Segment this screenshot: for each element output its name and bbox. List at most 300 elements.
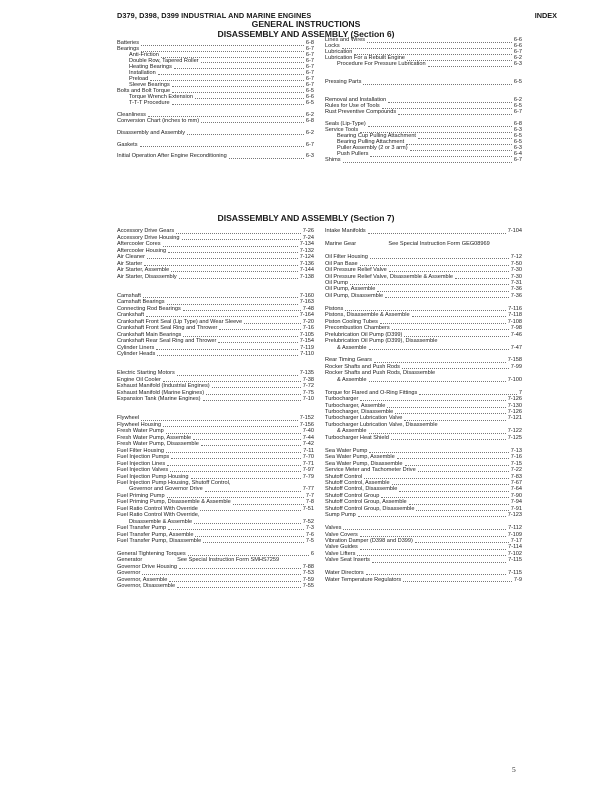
entry-topic: Fuel Priming Pump, Disassemble & Assemble bbox=[117, 499, 231, 506]
dot-leader bbox=[191, 478, 301, 479]
entry-page-number: 6-7 bbox=[305, 141, 314, 148]
entry-topic: Service Meter and Tachometer Drive bbox=[325, 467, 416, 474]
dot-leader bbox=[404, 336, 508, 337]
entry-topic: Crankshaft Front Seal Ring and Thrower bbox=[117, 325, 218, 332]
entry-topic: Aftercooler Housing bbox=[117, 247, 167, 254]
entry-topic: Prelubrication Oil Pump (D399), Disassemble bbox=[325, 338, 438, 345]
entry-page-number: 7-126 bbox=[507, 396, 522, 403]
dot-leader bbox=[193, 439, 301, 440]
dot-leader bbox=[163, 246, 298, 247]
entry-page-number: 7-109 bbox=[507, 531, 522, 538]
entry-topic: Initial Operation After Engine Reconditioning bbox=[117, 153, 227, 160]
dot-leader bbox=[166, 433, 301, 434]
entry-page-number: 7-75 bbox=[302, 389, 314, 396]
entry-topic: Vibration Damper (D398 and D399) bbox=[325, 538, 413, 544]
entry-topic: Shims bbox=[325, 157, 341, 164]
dot-leader bbox=[168, 529, 304, 530]
entry-topic: Sump Pump bbox=[325, 512, 356, 519]
entry-topic: Crankshaft Main Bearings bbox=[117, 331, 182, 338]
entry-topic: Torque Wrench Extension bbox=[129, 93, 193, 100]
entry-page-number: 6-5 bbox=[513, 139, 522, 146]
entry-page-number: 7-64 bbox=[510, 486, 522, 493]
entry-page-number: 7-70 bbox=[302, 454, 314, 461]
entry-reference-note: See Special Instruction Form SMHS7259 bbox=[177, 557, 280, 564]
entry-topic: Air Starter, Disassembly bbox=[117, 273, 177, 280]
entry-page-number: 7-72 bbox=[302, 383, 314, 390]
dot-leader bbox=[360, 536, 506, 537]
entry-page-number: 6-7 bbox=[513, 109, 522, 116]
entry-topic: Preload bbox=[129, 76, 149, 83]
entry-page-number: 6-7 bbox=[513, 157, 522, 164]
entry-page-number: 6-3 bbox=[513, 61, 522, 68]
entry-page-number: 7-42 bbox=[302, 441, 314, 448]
entry-page-number: 7-30 bbox=[510, 267, 522, 274]
entry-topic: Fuel Transfer Pump, Assemble bbox=[117, 531, 194, 538]
entry-page-number: 7-130 bbox=[507, 402, 522, 409]
entry-topic: Connecting Rod Bearings bbox=[117, 305, 181, 312]
entry-topic: Pressing Parts bbox=[325, 79, 362, 86]
entry-page-number: 7-38 bbox=[302, 376, 314, 383]
entry-page-number: 7-135 bbox=[299, 370, 314, 377]
entry-topic: Accessory Drive Housing bbox=[117, 234, 180, 241]
entry-topic: Aftercooler Cores bbox=[117, 241, 161, 248]
entry-topic: Cylinder Liners bbox=[117, 344, 155, 351]
entry-topic: Fresh Water Pump bbox=[117, 428, 164, 435]
dot-leader bbox=[142, 574, 300, 575]
entry-topic: Governor, Disassemble bbox=[117, 583, 176, 590]
dot-leader bbox=[416, 510, 508, 511]
entry-page-number: 7-112 bbox=[508, 525, 522, 532]
entry-page-number: 6 bbox=[310, 550, 314, 557]
dot-leader bbox=[233, 504, 304, 505]
entry-topic: Torque for Flared and O-Ring Fittings bbox=[325, 389, 418, 396]
entry-page-number: 7-9 bbox=[513, 576, 522, 583]
entry-page-number: 6-7 bbox=[305, 64, 314, 71]
dot-leader bbox=[389, 271, 509, 272]
entry-page-number: 6-8 bbox=[305, 117, 314, 124]
entry-topic: Precombustion Chambers bbox=[325, 325, 390, 332]
entry-topic: Batteries bbox=[117, 40, 140, 47]
entry-page-number: 7-105 bbox=[299, 331, 314, 338]
entry-page-number: 6-2 bbox=[305, 111, 314, 118]
dot-leader bbox=[177, 587, 301, 588]
entry-page-number: 7-115 bbox=[508, 570, 522, 577]
entry-topic: Push Pullers bbox=[337, 151, 369, 158]
entry-topic: & Assemble bbox=[337, 376, 367, 383]
entry-page-number: 6-7 bbox=[305, 58, 314, 65]
dot-leader bbox=[360, 549, 506, 550]
entry-topic: Prelubrication Oil Pump (D399) bbox=[325, 331, 403, 338]
dot-leader bbox=[370, 258, 509, 259]
entry-topic: Governor Drive Housing bbox=[117, 563, 178, 570]
dot-leader bbox=[177, 375, 298, 376]
entry-page-number: 7-15 bbox=[510, 460, 522, 467]
dot-leader bbox=[179, 278, 298, 279]
index-entry bbox=[117, 583, 314, 590]
entry-page-number: 7-121 bbox=[507, 415, 522, 422]
dot-leader bbox=[171, 271, 297, 272]
dot-leader bbox=[201, 445, 301, 446]
entry-page-number: 6-7 bbox=[305, 52, 314, 59]
entry-page-number: 7-50 bbox=[510, 260, 522, 267]
entry-page-number: 7-152 bbox=[299, 415, 314, 422]
entry-topic: Gaskets bbox=[117, 141, 138, 148]
entry-topic: Shutoff Control bbox=[325, 473, 363, 480]
entry-topic: Rocker Shafts and Push Rods, Disassemble bbox=[325, 370, 436, 377]
entry-topic: Air Starter bbox=[117, 260, 143, 267]
dot-leader bbox=[169, 581, 300, 582]
dot-leader bbox=[146, 316, 298, 317]
dot-leader bbox=[364, 478, 509, 479]
entry-topic: Expansion Tank (Marine Engines) bbox=[117, 396, 201, 403]
dot-leader bbox=[345, 310, 506, 311]
entry-page-number: 7-3 bbox=[305, 525, 314, 532]
entry-page-number: 6-6 bbox=[305, 93, 314, 100]
entry-topic: Engine Oil Cooler bbox=[117, 376, 161, 383]
dot-leader bbox=[402, 368, 509, 369]
entry-page-number: 7-51 bbox=[302, 505, 314, 512]
entry-page-number: 6-7 bbox=[305, 70, 314, 77]
entry-topic: Valve Lifters bbox=[325, 550, 356, 557]
entry-page-number: 7-122 bbox=[507, 428, 522, 435]
entry-topic: Seals (Lip-Type) bbox=[325, 121, 366, 128]
dot-leader bbox=[380, 323, 506, 324]
entry-page-number: 7-7 bbox=[305, 492, 314, 499]
dot-leader bbox=[404, 420, 505, 421]
entry-page-number: 7-52 bbox=[302, 518, 314, 525]
entry-topic: Pistons, Disassemble & Assemble bbox=[325, 312, 410, 319]
entry-topic: Water Temperature Regulators bbox=[325, 576, 402, 583]
entry-page-number: 7-144 bbox=[299, 267, 314, 274]
dot-leader bbox=[163, 381, 301, 382]
entry-topic: Accessory Drive Gears bbox=[117, 228, 175, 235]
entry-topic: Valves bbox=[325, 525, 342, 532]
dot-leader bbox=[455, 278, 509, 279]
entry-topic: Piston Cooling Tubes bbox=[325, 318, 378, 325]
entry-page-number: 7-114 bbox=[508, 544, 522, 551]
entry-topic: Cylinder Heads bbox=[117, 350, 156, 357]
entry-page-number: 7-100 bbox=[507, 376, 522, 383]
entry-topic: Fuel Ratio Control With Override, bbox=[117, 512, 200, 519]
entry-topic: Rules for Use of Tools bbox=[325, 103, 380, 110]
entry-page-number: 6-3 bbox=[513, 145, 522, 152]
entry-page-number: 7-17 bbox=[510, 538, 522, 544]
entry-page-number: 6-7 bbox=[305, 46, 314, 53]
entry-topic: Intake Manifolds bbox=[325, 228, 366, 235]
entry-topic: Oil Pump, Assemble bbox=[325, 286, 376, 293]
entry-page-number: 7-119 bbox=[300, 344, 314, 351]
entry-page-number: 6-7 bbox=[513, 49, 522, 56]
index-label: INDEX bbox=[534, 11, 557, 20]
entry-page-number: 7-116 bbox=[508, 305, 522, 312]
entry-topic: Turbocharger Lubrication Valve bbox=[325, 415, 403, 422]
entry-page-number: 7-108 bbox=[507, 318, 522, 325]
dot-leader bbox=[360, 400, 505, 401]
entry-topic: Fuel Injection Lines bbox=[117, 460, 166, 467]
dot-leader bbox=[244, 323, 301, 324]
entry-topic: Crankshaft Rear Seal Ring and Thrower bbox=[117, 338, 217, 345]
dot-leader bbox=[147, 258, 298, 259]
dot-leader bbox=[372, 562, 506, 563]
entry-topic: Shutoff Control Group, Assemble bbox=[325, 499, 407, 506]
entry-page-number: 7-123 bbox=[507, 512, 522, 519]
entry-page-number: 7-77 bbox=[302, 486, 314, 493]
entry-topic: Rust Preventive Compounds bbox=[325, 109, 397, 116]
entry-page-number: 7-6 bbox=[305, 531, 314, 538]
entry-topic: Governor, Assemble bbox=[117, 576, 168, 583]
entry-topic: Valve Seat Inserts bbox=[325, 557, 370, 564]
entry-page-number: 6-3 bbox=[305, 153, 314, 160]
entry-page-number: 6-2 bbox=[513, 55, 522, 62]
index-entry bbox=[117, 153, 314, 160]
dot-leader bbox=[203, 400, 301, 401]
dot-leader bbox=[418, 471, 509, 472]
entry-topic: Valve Guides bbox=[325, 544, 358, 551]
entry-page-number: 6-5 bbox=[305, 88, 314, 94]
entry-topic: Fresh Water Pump, Assemble bbox=[117, 434, 192, 441]
entry-page-number: 7-22 bbox=[510, 467, 522, 474]
entry-page-number: 7-16 bbox=[510, 454, 522, 461]
dot-leader bbox=[343, 162, 512, 163]
dot-leader bbox=[183, 310, 301, 311]
entry-page-number: 6-8 bbox=[513, 121, 522, 128]
dot-leader bbox=[183, 336, 297, 337]
entry-page-number: 7-20 bbox=[302, 318, 314, 325]
entry-page-number: 7-90 bbox=[510, 492, 522, 499]
entry-topic: Oil Pressure Relief Valve bbox=[325, 267, 387, 274]
dot-leader bbox=[167, 465, 301, 466]
entry-topic: Sea Water Pump, Assemble bbox=[325, 454, 395, 461]
entry-page-number: 7-24 bbox=[302, 234, 314, 241]
entry-topic: Fuel Injection Pump Housing, Shutoff Control, bbox=[117, 479, 231, 486]
section7-title: DISASSEMBLY AND ASSEMBLY (Section 7) bbox=[217, 213, 395, 223]
entry-topic: Shutoff Control, Disassemble bbox=[325, 486, 398, 493]
entry-page-number: 6-6 bbox=[513, 37, 522, 44]
entry-page-number: 7-132 bbox=[299, 247, 314, 254]
entry-page-number: 7-102 bbox=[507, 550, 522, 557]
dot-leader bbox=[168, 252, 298, 253]
entry-topic: Marine Gear bbox=[325, 241, 357, 248]
entry-page-number: 7-53 bbox=[302, 570, 314, 577]
entry-topic: Fuel Injection Valves bbox=[117, 467, 169, 474]
dot-leader bbox=[381, 497, 508, 498]
entry-page-number: 7-8 bbox=[305, 499, 314, 506]
entry-page-number: 7-36 bbox=[510, 292, 522, 299]
entry-topic: Oil Pressure Relief Valve, Disassemble & Assemble bbox=[325, 273, 453, 280]
entry-page-number: 7-136 bbox=[299, 260, 314, 267]
entry-topic: Disassembly and Assembly bbox=[117, 129, 186, 136]
entry-topic: Governor bbox=[117, 570, 141, 577]
entry-page-number: 6-8 bbox=[305, 40, 314, 47]
entry-page-number: 7-94 bbox=[510, 499, 522, 506]
entry-reference-note: See Special Instruction Form GEG08969 bbox=[388, 241, 490, 248]
page-number: 5 bbox=[512, 765, 516, 774]
entry-page-number: 7-156 bbox=[299, 421, 314, 428]
dot-leader bbox=[377, 291, 508, 292]
entry-topic: Turbocharger, Disassemble bbox=[325, 409, 394, 415]
entry-topic: Anti-Friction bbox=[129, 52, 159, 59]
general-instructions-title: GENERAL INSTRUCTIONS bbox=[251, 19, 361, 29]
entry-page-number: 7-13 bbox=[510, 447, 522, 454]
dot-leader bbox=[200, 510, 301, 511]
entry-page-number: 7-99 bbox=[510, 363, 522, 370]
entry-topic: Oil Filter Housing bbox=[325, 254, 368, 261]
entry-page-number: 7-104 bbox=[507, 228, 522, 235]
entry-page-number: 7-83 bbox=[510, 473, 522, 480]
entry-page-number: 7-88 bbox=[302, 563, 314, 570]
entry-topic: Flywheel Housing bbox=[117, 421, 162, 428]
entry-page-number: 6-2 bbox=[305, 129, 314, 136]
entry-page-number: 6-7 bbox=[305, 76, 314, 83]
dot-leader bbox=[395, 413, 505, 414]
dot-leader bbox=[167, 304, 298, 305]
entry-page-number: 7-125 bbox=[507, 434, 522, 441]
dot-leader bbox=[415, 542, 509, 543]
entry-topic: Conversion Chart (inches to mm) bbox=[117, 117, 200, 124]
entry-topic: Bearings bbox=[117, 46, 140, 53]
entry-topic: Fuel Injection Pump Housing bbox=[117, 473, 189, 480]
entry-page-number: 6-4 bbox=[513, 151, 522, 158]
entry-page-number: 7-46 bbox=[510, 331, 522, 338]
entry-topic: Locks bbox=[325, 43, 340, 50]
entry-topic: Fuel Transfer Pump bbox=[117, 525, 167, 532]
entry-page-number: 6-3 bbox=[513, 127, 522, 134]
entry-topic: Oil Pan Base bbox=[325, 260, 358, 267]
entry-topic: Double Row, Tapered Roller bbox=[129, 58, 199, 65]
entry-page-number: 7-91 bbox=[510, 505, 522, 512]
dot-leader bbox=[179, 568, 301, 569]
dot-leader bbox=[403, 581, 512, 582]
entry-topic: General Tightening Torques bbox=[117, 550, 186, 557]
entry-page-number: 7-79 bbox=[302, 473, 314, 480]
entry-page-number: 7 bbox=[518, 389, 522, 396]
entry-topic: Bolts and Bolt Torque bbox=[117, 88, 171, 94]
entry-page-number: 7-115 bbox=[508, 557, 522, 564]
entry-page-number: 7-158 bbox=[507, 357, 522, 364]
dot-leader bbox=[369, 349, 509, 350]
entry-page-number: 7-47 bbox=[510, 344, 522, 351]
entry-page-number: 7-163 bbox=[299, 299, 314, 306]
entry-page-number: 7-126 bbox=[507, 409, 522, 415]
entry-topic: Rear Timing Gears bbox=[325, 357, 372, 364]
entry-topic: Bearing Cup Pulling Attachment bbox=[337, 133, 416, 140]
entry-topic: Removal and Installation bbox=[325, 97, 387, 104]
entry-topic: Shutoff Control Group bbox=[325, 492, 380, 499]
entry-topic: Flywheel bbox=[117, 415, 140, 422]
entry-page-number: 6-5 bbox=[513, 79, 522, 86]
dot-leader bbox=[412, 316, 507, 317]
dot-leader bbox=[409, 504, 509, 505]
entry-page-number: 7-118 bbox=[508, 312, 522, 319]
dot-leader bbox=[350, 284, 509, 285]
entry-topic: Sea Water Pump bbox=[325, 447, 368, 454]
entry-topic: Service Tools bbox=[325, 127, 359, 134]
entry-topic: Oil Pump, Disassemble bbox=[325, 292, 384, 299]
entry-topic: Fuel Filter Housing bbox=[117, 447, 164, 454]
entry-topic: Fuel Priming Pump bbox=[117, 492, 165, 499]
engine-models-header: D379, D398, D399 INDUSTRIAL AND MARINE ENGINES bbox=[117, 11, 312, 20]
entry-topic: Generator bbox=[117, 557, 143, 564]
entry-page-number: 7-44 bbox=[302, 434, 314, 441]
dot-leader bbox=[157, 355, 298, 356]
dot-leader bbox=[182, 239, 301, 240]
entry-page-number: 6-7 bbox=[305, 82, 314, 89]
entry-topic: Crankshaft Front Seal (Lip Type) and Wear Sleeve bbox=[117, 318, 243, 325]
entry-page-number: 7-71 bbox=[302, 460, 314, 467]
index-entry bbox=[325, 157, 522, 164]
dot-leader bbox=[405, 465, 509, 466]
entry-page-number: 7-154 bbox=[299, 338, 314, 345]
dot-leader bbox=[195, 536, 303, 537]
dot-leader bbox=[369, 381, 506, 382]
entry-topic: Air Cleaner bbox=[117, 254, 145, 261]
entry-topic: Turbocharger bbox=[325, 396, 359, 403]
entry-page-number: 7-138 bbox=[299, 273, 314, 280]
entry-topic: Pistons bbox=[325, 305, 344, 312]
entry-topic: & Assemble bbox=[337, 428, 367, 435]
entry-page-number: 6-6 bbox=[513, 43, 522, 50]
entry-page-number: 7-26 bbox=[302, 228, 314, 235]
entry-topic: Procedure For Pressure Lubrication bbox=[337, 61, 426, 68]
entry-topic: Camshaft bbox=[117, 292, 141, 299]
entry-topic: Lubrication For a Rebuilt Engine bbox=[325, 55, 405, 62]
entry-page-number: 7-12 bbox=[510, 254, 522, 261]
entry-topic: Fuel Transfer Pump, Disassemble bbox=[117, 538, 202, 544]
entry-topic: Camshaft Bearings bbox=[117, 299, 165, 306]
entry-topic: Puller Assembly (2 or 3 arm) bbox=[337, 145, 408, 152]
entry-page-number: 6-5 bbox=[513, 133, 522, 140]
entry-page-number: 7-55 bbox=[302, 583, 314, 590]
entry-topic: Oil Pump bbox=[325, 280, 349, 286]
dot-leader bbox=[166, 452, 301, 453]
entry-topic: Turbocharger Lubrication Valve, Disassemble bbox=[325, 421, 438, 428]
dot-leader bbox=[218, 342, 297, 343]
entry-topic: Exhaust Manifold (Marine Engines) bbox=[117, 389, 205, 396]
dot-leader bbox=[366, 574, 506, 575]
section6-title: DISASSEMBLY AND ASSEMBLY (Section 6) bbox=[217, 29, 395, 39]
entry-topic: Turbocharger Heat Shield bbox=[325, 434, 389, 441]
dot-leader bbox=[387, 407, 505, 408]
entry-topic: Exhaust Manifold (Industrial Engines) bbox=[117, 383, 210, 390]
entry-page-number: 7-98 bbox=[510, 325, 522, 332]
entry-topic: Disassemble & Assemble bbox=[129, 518, 193, 525]
entry-topic: Electric Starting Motors bbox=[117, 370, 175, 377]
entry-page-number: 7-16 bbox=[302, 325, 314, 332]
dot-leader bbox=[343, 529, 506, 530]
entry-page-number: 7-48 bbox=[302, 305, 314, 312]
index-entry bbox=[325, 576, 522, 583]
entry-page-number: 7-40 bbox=[302, 428, 314, 435]
entry-topic: Fresh Water Pump, Disassemble bbox=[117, 441, 199, 448]
entry-page-number: 7-59 bbox=[302, 576, 314, 583]
dot-leader bbox=[358, 516, 506, 517]
entry-topic: Air Starter, Assemble bbox=[117, 267, 170, 274]
entry-topic: Sleeve Bearings bbox=[129, 82, 170, 89]
dot-leader bbox=[167, 497, 304, 498]
entry-page-number: 7-36 bbox=[510, 286, 522, 293]
entry-topic: Fuel Ratio Control With Override bbox=[117, 505, 198, 512]
entry-topic: Installation bbox=[129, 70, 156, 77]
entry-page-number: 7-134 bbox=[299, 241, 314, 248]
entry-topic: Turbocharger, Assemble bbox=[325, 402, 386, 409]
dot-leader bbox=[141, 420, 298, 421]
dot-leader bbox=[369, 452, 508, 453]
entry-page-number: 7-110 bbox=[300, 350, 314, 357]
entry-page-number: 7-5 bbox=[305, 538, 314, 544]
entry-topic: Governor and Governor Drive bbox=[129, 486, 203, 493]
entry-topic: Shutoff Control, Assemble bbox=[325, 479, 390, 486]
dot-leader bbox=[156, 349, 298, 350]
